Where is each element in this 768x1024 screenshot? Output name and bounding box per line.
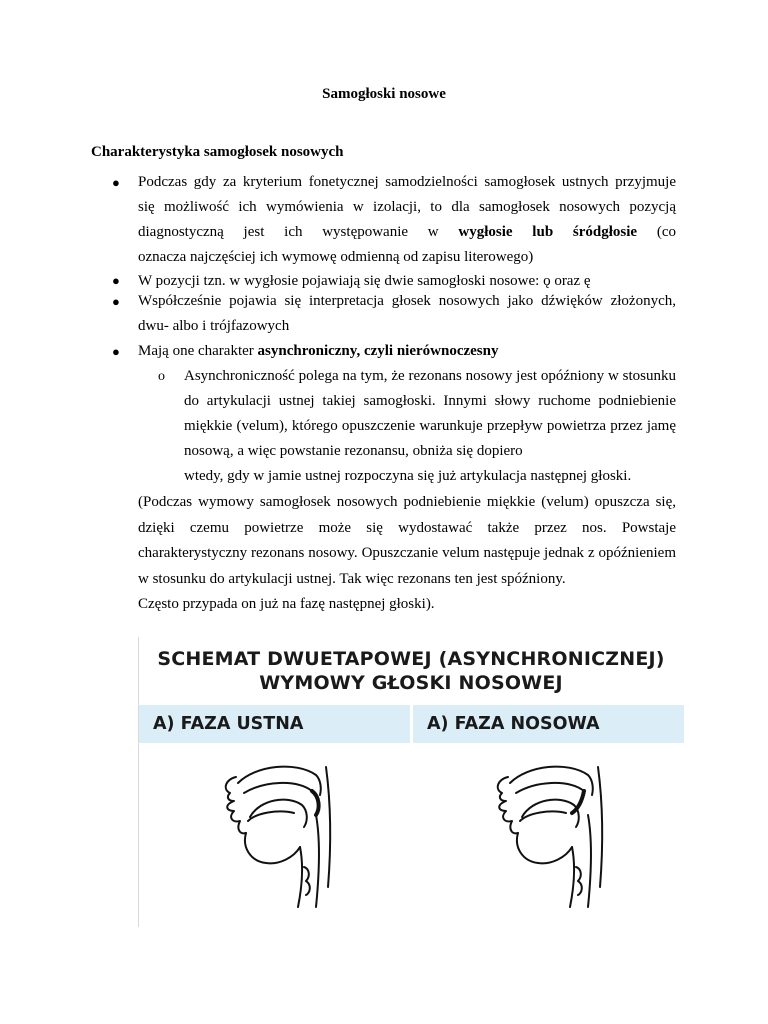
bullet-4-text: Mają one charakter bbox=[138, 343, 254, 359]
bullet-marker: ● bbox=[112, 273, 120, 288]
bullet-1-emphasis: wygłosie lub śródgłosie bbox=[458, 224, 638, 240]
bullet-1-line-2: się możliwość ich wymówienia w izolacji, to dla samogłosek nosowych pozycją bbox=[138, 199, 676, 215]
bullet-1-line-3 bbox=[138, 220, 676, 245]
nasal-phase-head-illustration bbox=[488, 757, 628, 922]
sub-bullet-item bbox=[158, 364, 677, 489]
bullet-1-line-3-tail: (co bbox=[656, 224, 677, 240]
phase-nasal-header: A) FAZA NOSOWA bbox=[413, 705, 684, 743]
bullet-4-emphasis: asynchroniczny, czyli nierównoczesny bbox=[257, 343, 499, 359]
nasal-articulation-diagram bbox=[138, 637, 684, 927]
explanation-paragraph bbox=[138, 490, 676, 618]
bullet-marker: ● bbox=[112, 294, 120, 309]
document-title: Samogłoski nosowe bbox=[322, 86, 446, 102]
bullet-item-3 bbox=[112, 289, 676, 339]
sub-line-2: stosunku do artykulacji ustnej takiej samogłoski. Innymi słowy ruchome bbox=[184, 368, 677, 409]
paragraph-line-1: (Podczas wymowy samogłosek nosowych podniebienie miękkie (velum) opuszcza się, bbox=[138, 494, 676, 510]
paragraph-line-4: opóźnieniem w stosunku do artykulacji ustnej. Tak więc rezonans ten jest spóźniony. bbox=[138, 545, 676, 587]
bullet-3-line-2: dwu- albo i trójfazowych bbox=[138, 318, 290, 334]
bullet-item-4 bbox=[112, 339, 676, 364]
bullet-1-line-4: oznacza najczęściej ich wymowę odmienną od zapisu literowego) bbox=[138, 249, 534, 265]
phase-oral-header: A) FAZA USTNA bbox=[139, 705, 410, 743]
sub-line-1: Asynchroniczność polega na tym, że rezonans nosowy jest opóźniony w bbox=[184, 368, 619, 384]
bullet-item-1 bbox=[112, 170, 677, 270]
sub-line-5: wtedy, gdy w jamie ustnej rozpoczyna się już artykulacja następnej głoski. bbox=[184, 468, 632, 484]
diagram-title-line-2: WYMOWY GŁOSKI NOSOWEJ bbox=[259, 672, 563, 694]
paragraph-line-3: charakterystyczny rezonans nosowy. Opuszczanie velum następuje jednak z bbox=[138, 545, 595, 561]
sub-line-3: podniebienie miękkie (velum), którego opuszczenie warunkuje przepływ bbox=[184, 393, 676, 434]
diagram-title bbox=[138, 647, 684, 695]
bullet-marker: ● bbox=[112, 344, 120, 359]
paragraph-line-5: Często przypada on już na fazę następnej głoski). bbox=[138, 596, 435, 612]
bullet-1-line-3-text: diagnostyczną jest ich występowanie w bbox=[138, 224, 439, 240]
diagram-title-line-1: SCHEMAT DWUETAPOWEJ (ASYNCHRONICZNEJ) bbox=[157, 648, 665, 670]
bullet-marker: ● bbox=[112, 175, 120, 190]
bullet-1-line-1: Podczas gdy za kryterium fonetycznej samodzielności samogłosek ustnych przyjmuje bbox=[138, 174, 676, 190]
bullet-3-line-1: Współcześnie pojawia się interpretacja głosek nosowych jako dźwięków złożonych, bbox=[138, 293, 676, 309]
paragraph-line-2: dzięki czemu powietrze może się wydostawać także przez nos. Powstaje bbox=[138, 519, 676, 536]
sub-bullet-marker: o bbox=[158, 369, 165, 384]
section-heading: Charakterystyka samogłosek nosowych bbox=[91, 144, 344, 160]
sub-line-4: powietrza przez jamę nosową, a więc powstanie rezonansu, obniża się dopiero bbox=[184, 418, 676, 459]
bullet-2-text: W pozycji tzn. w wygłosie pojawiają się dwie samogłoski nosowe: ǫ oraz ę bbox=[138, 273, 591, 289]
oral-phase-head-illustration bbox=[216, 757, 356, 922]
